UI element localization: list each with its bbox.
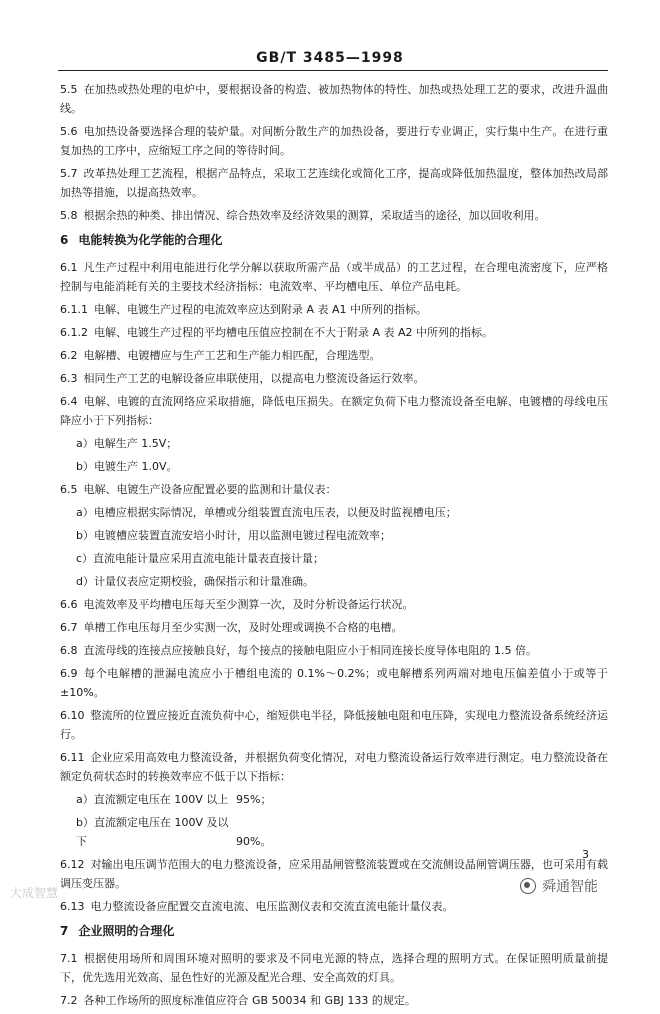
clause-paragraph: [60, 258, 608, 296]
list-item: a）电解生产 1.5V；: [76, 437, 178, 450]
clause-paragraph: [60, 346, 608, 365]
clause-number: 6.7: [60, 621, 78, 634]
clause-text: 电加热设备要选择合理的装炉量。对间断分散生产的加热设备，要进行专业调正，实行集中生产。在进行重复加热的工序中，应缩短工序之间的等待时间。: [60, 125, 608, 157]
clause-number: 5.8: [60, 209, 78, 222]
list-item-value: 95%；: [236, 793, 272, 806]
clause-number: 6.10: [60, 709, 85, 722]
clause-text: 电解、电镀生产过程的电流效率应达到附录 A 表 A1 中所列的指标。: [94, 303, 428, 316]
clause-paragraph: [60, 164, 608, 202]
clause-text: 对输出电压调节范围大的电力整流设备，应采用晶闸管整流装置或在交流侧设晶闸管调压器，也可采用有载调压变压器。: [60, 858, 608, 890]
clause-text: 整流所的位置应接近直流负荷中心，缩短供电半径，降低接触电阻和电压降，实现电力整流设备系统经济运行。: [60, 709, 608, 741]
clause-paragraph: [60, 206, 608, 225]
clause-number: 6.9: [60, 667, 78, 680]
clause-number: 7.2: [60, 994, 78, 1007]
section-title: 企业照明的合理化: [78, 924, 175, 938]
clause-number: 6.1.1: [60, 303, 88, 316]
clause-text: 企业应采用高效电力整流设备，并根据负荷变化情况，对电力整流设备运行效率进行测定。电力整流设备在额定负荷状态时的转换效率应不低于以下指标：: [60, 751, 608, 783]
clause-text: 电解、电镀生产设备应配置必要的监测和计量仪表：: [83, 483, 337, 496]
clause-text: 根据使用场所和周围环境对照明的要求及不同电光源的特点，选择合理的照明方式。在保证照明质量前提下，优先选用光效高、显色性好的光源及配光合理、安全高效的灯具。: [60, 952, 608, 984]
clause-number: 5.5: [60, 83, 78, 96]
list-item-condition: b）直流额定电压在 100V 及以下: [76, 816, 229, 848]
clause-number: 6.2: [60, 349, 78, 362]
clause-number: 5.7: [60, 167, 78, 180]
clause-number: 6.13: [60, 900, 85, 913]
clause-number: 5.6: [60, 125, 78, 138]
clause-text: 凡生产过程中利用电能进行化学分解以获取所需产品（或半成品）的工艺过程，在合理电流密度下，应严格控制与电能消耗有关的主要技术经济指标：电流效率、平均槽电压、单位产品电耗。: [60, 261, 608, 293]
section-number: 6: [60, 233, 69, 247]
page-number: 3: [582, 848, 589, 861]
clause-number: 6.1.2: [60, 326, 88, 339]
clause-paragraph: [60, 80, 608, 118]
clause-paragraph: [60, 392, 608, 430]
clause-number: 7.1: [60, 952, 78, 965]
list-item-value: 90%。: [236, 835, 272, 848]
clause-paragraph: [60, 595, 608, 614]
clause-paragraph: [60, 323, 608, 342]
list-item-condition: a）直流额定电压在 100V 以上: [76, 793, 229, 806]
clause-text: 根据余热的种类、排出情况、综合热效率及经济效果的测算，采取适当的途径，加以回收利用。: [83, 209, 546, 222]
clause-text: 改革热处理工艺流程，根据产品特点，采取工艺连续化或简化工序，提高或降低加热温度，整体加热改局部加热等措施，以提高热效率。: [60, 167, 608, 199]
list-item: [60, 813, 608, 851]
list-item: b）电镀生产 1.0V。: [76, 460, 178, 473]
wechat-icon: [520, 878, 536, 894]
clause-text: 电解、电镀的直流网络应采取措施，降低电压损失。在额定负荷下电力整流设备至电解、电镀槽的母线电压降应小于下列指标：: [60, 395, 608, 427]
clause-number: 6.1: [60, 261, 78, 274]
list-item: a）电槽应根据实际情况，单槽或分组装置直流电压表，以便及时监视槽电压；: [76, 506, 457, 519]
clause-paragraph: [60, 748, 608, 786]
section-title: 电能转换为化学能的合理化: [78, 233, 223, 247]
section-heading: [60, 231, 608, 250]
clause-paragraph: [60, 664, 608, 702]
clause-number: 6.12: [60, 858, 85, 871]
section-heading: [60, 922, 608, 941]
clause-text: 电解槽、电镀槽应与生产工艺和生产能力相匹配，合理选型。: [83, 349, 381, 362]
section-number: 7: [60, 924, 69, 938]
watermark-right: [520, 876, 598, 896]
clause-paragraph: [60, 122, 608, 160]
standard-header: GB/T 3485—1998: [256, 50, 404, 66]
clause-text: 电解、电镀生产过程的平均槽电压值应控制在不大于附录 A 表 A2 中所列的指标。: [94, 326, 494, 339]
document-body: [60, 80, 608, 1014]
clause-number: 6.8: [60, 644, 78, 657]
clause-number: 6.11: [60, 751, 85, 764]
clause-number: 6.3: [60, 372, 78, 385]
clause-text: 直流母线的连接点应接触良好，每个接点的接触电阻应小于相同连接长度导体电阻的 1.5 倍。: [83, 644, 537, 657]
clause-number: 6.6: [60, 598, 78, 611]
watermark-right-text: 舜通智能: [542, 879, 598, 895]
list-item: c）直流电能计量应采用直流电能计量表直接计量；: [76, 552, 325, 565]
clause-text: 单槽工作电压每月至少实测一次，及时处理或调换不合格的电槽。: [83, 621, 403, 634]
clause-paragraph: [60, 369, 608, 388]
watermark-left-text: 大成智慧: [10, 886, 59, 900]
clause-number: 6.5: [60, 483, 78, 496]
clause-paragraph: [60, 991, 608, 1010]
watermark-left: [10, 884, 58, 901]
list-item: b）电镀槽应装置直流安培小时计，用以监测电镀过程电流效率；: [76, 529, 391, 542]
clause-text: 电力整流设备应配置交直流电流、电压监测仪表和交流直流电能计量仪表。: [90, 900, 454, 913]
clause-paragraph: [60, 641, 608, 660]
list-item: d）计量仪表应定期校验，确保指示和计量准确。: [76, 575, 314, 588]
list-item: [60, 790, 608, 809]
clause-text: 在加热或热处理的电炉中，要根据设备的构造、被加热物体的特性、加热或热处理工艺的要求，改进升温曲线。: [60, 83, 608, 115]
clause-text: 相同生产工艺的电解设备应串联使用，以提高电力整流设备运行效率。: [83, 372, 425, 385]
clause-paragraph: [60, 949, 608, 987]
clause-text: 每个电解槽的泄漏电流应小于槽组电流的 0.1%～0.2%；或电解槽系列两端对地电压偏差值小于或等于±10%。: [60, 667, 608, 699]
clause-paragraph: [60, 706, 608, 744]
clause-text: 各种工作场所的照度标准值应符合 GB 50034 和 GBJ 133 的规定。: [83, 994, 416, 1007]
clause-paragraph: [60, 300, 608, 319]
clause-paragraph: [60, 897, 608, 916]
clause-text: 电流效率及平均槽电压每天至少测算一次，及时分析设备运行状况。: [83, 598, 414, 611]
clause-paragraph: [60, 618, 608, 637]
header-rule: [58, 70, 608, 71]
clause-number: 6.4: [60, 395, 78, 408]
clause-paragraph: [60, 480, 608, 499]
